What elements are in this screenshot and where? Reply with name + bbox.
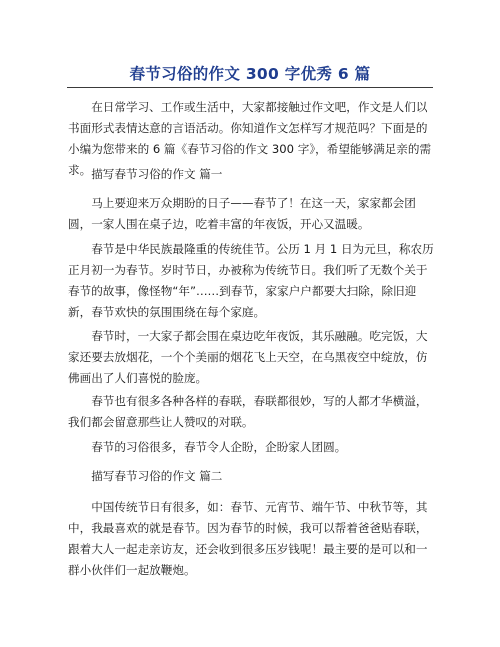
section1-paragraph-1: 马上要迎来万众期盼的日子——春节了！在这一天，家家都会团圆，一家人围在桌子边，吃着丰富的年夜饭，开心又温暖。 [68, 196, 416, 231]
section-heading-2: 描写春节习俗的作文 篇二 [91, 469, 223, 483]
section1-paragraph-3: 春节时，一大家子都会围在桌边吃年夜饭，其乐融融。吃完饭，大家还要去放烟花，一个个美丽的烟花飞上天空，在乌黑夜空中绽放，仿佛画出了人们喜悦的脸庞。 [68, 329, 428, 385]
section-heading-1: 描写春节习俗的作文 篇一 [91, 167, 223, 181]
section1-paragraph-5: 春节的习俗很多，春节令人企盼，企盼家人团圆。 [91, 440, 347, 454]
title-underline [67, 87, 433, 88]
document-title: 春节习俗的作文 300 字优秀 6 篇 [129, 65, 371, 83]
section2-paragraph-1: 中国传统节日有很多，如：春节、元宵节、端午节、中秋节等，其中，我最喜欢的就是春节。因为春节的时候，我可以帮着爸爸贴春联，跟着大人一起走亲访友，还会收到很多压岁钱呢！最主要的是可以和一群小伙伴们一起放鞭炮。 [68, 500, 428, 577]
intro-paragraph: 在日常学习、工作或生活中，大家都接触过作文吧，作文是人们以书面形式表情达意的言语活动。你知道作文怎样写才规范吗？下面是的小编为您带来的 6 篇《春节习俗的作文 300 字》，希望能够满足亲的需求。 [68, 100, 432, 177]
section1-paragraph-2: 春节是中华民族最隆重的传统佳节。公历 1 月 1 日为元旦，称农历正月初一为春节。岁时节日，办被称为传统节日。我们听了无数个关于春节的故事，像怪物“年”……到春节，家家户户都要大扫除，除旧迎新，春节欢快的氛围围绕在每个家庭。 [68, 242, 434, 319]
section1-paragraph-4: 春节也有很多各种各样的春联，春联都很妙，写的人都才华横溢，我们都会留意那些让人赞叹的对联。 [68, 394, 428, 429]
